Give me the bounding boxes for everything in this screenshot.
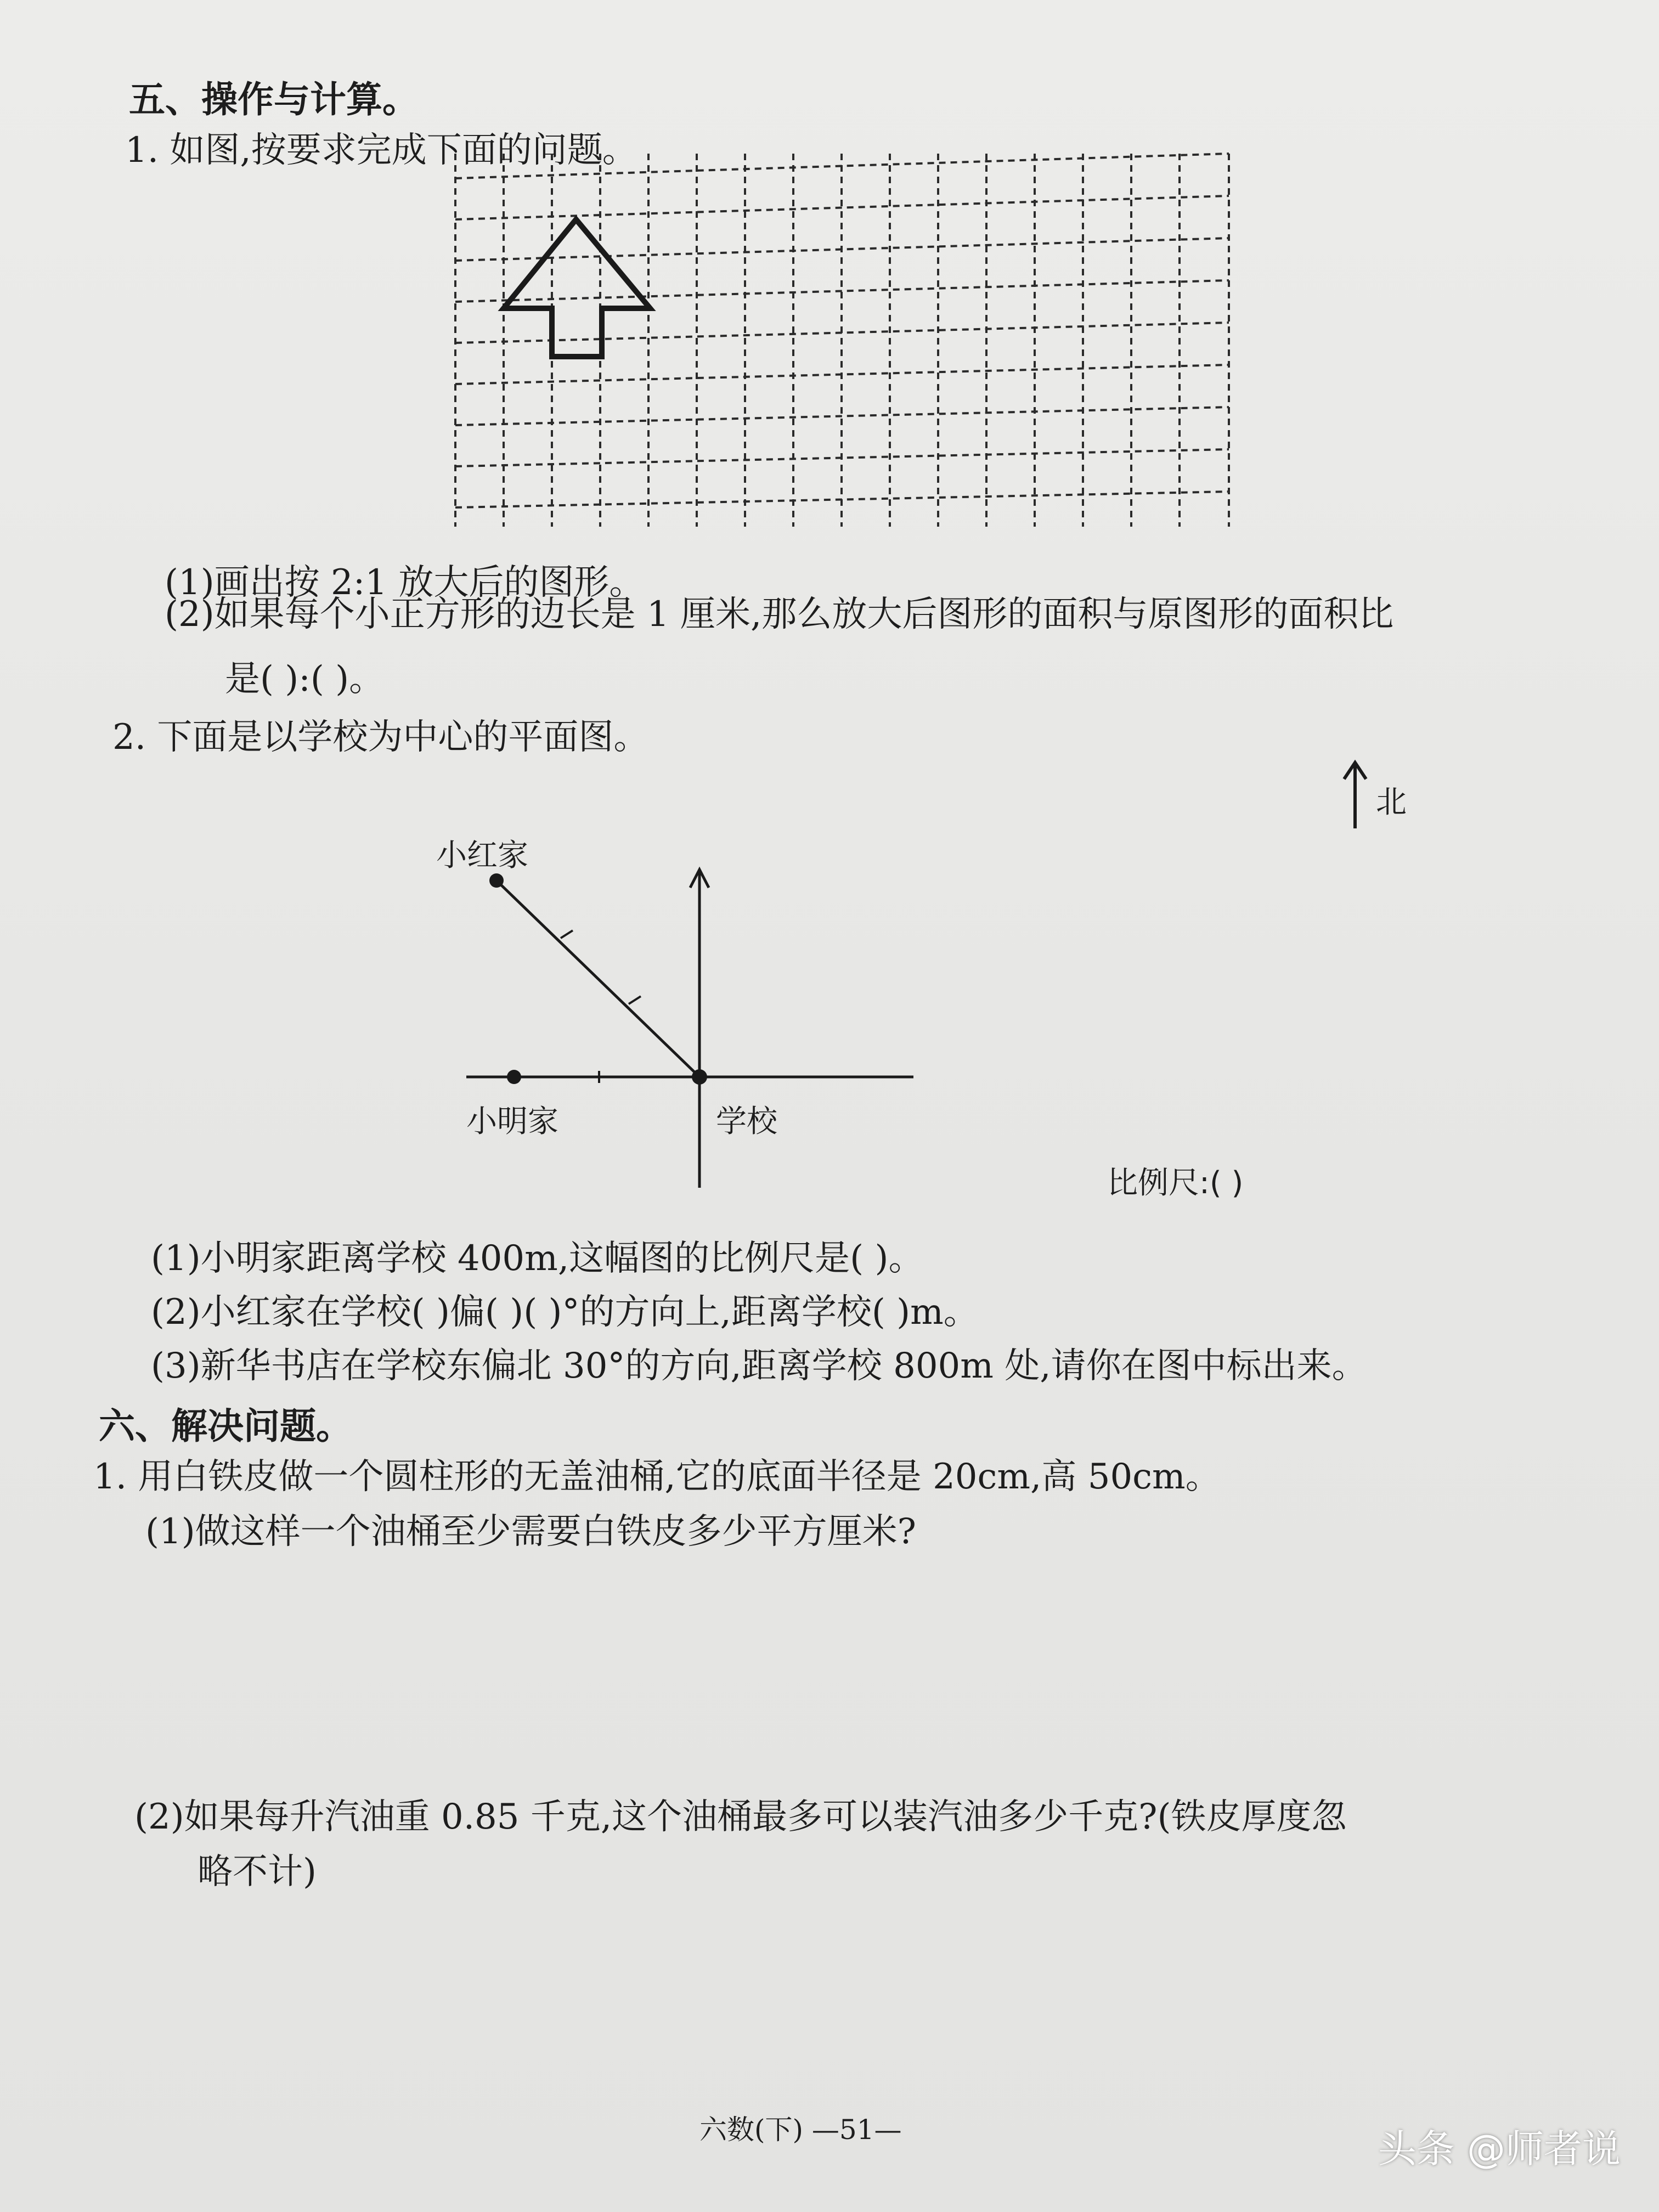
- scale-blank: 比例尺:( ): [1107, 1165, 1244, 1201]
- label-xiaohong-home: 小红家: [436, 838, 528, 873]
- xiaohong-point: [489, 873, 504, 888]
- problem-1-sub2-cont: 略不计): [198, 1852, 317, 1892]
- vertical-axis: [690, 870, 709, 1188]
- xiaoming-point: [507, 1070, 521, 1084]
- question-2-sub2: (2)小红家在学校( )偏( )( )°的方向上,距离学校( )m。: [151, 1292, 979, 1333]
- question-2-sub3: (3)新华书店在学校东偏北 30°的方向,距离学校 800m 处,请你在图中标出来。: [151, 1346, 1367, 1386]
- problem-1-sub1: (1)做这样一个油桶至少需要白铁皮多少平方厘米?: [145, 1511, 916, 1552]
- label-xiaoming-home: 小明家: [466, 1104, 558, 1139]
- question-1-sub2-answer: 是( ):( )。: [225, 659, 385, 699]
- tick-mark: [561, 930, 573, 938]
- question-2-sub1: (1)小明家距离学校 400m,这幅图的比例尺是( )。: [151, 1238, 924, 1279]
- watermark: 头条 @师者说: [1378, 2126, 1621, 2171]
- problem-1-sub2: (2)如果每升汽油重 0.85 千克,这个油桶最多可以装汽油多少千克?(铁皮厚度忽: [134, 1797, 1347, 1837]
- north-arrow-icon: [1344, 763, 1366, 828]
- label-school: 学校: [716, 1104, 777, 1139]
- tick-mark: [629, 996, 641, 1004]
- section-title-5: 五、操作与计算。: [129, 78, 419, 121]
- question-1-sub2: (2)如果每个小正方形的边长是 1 厘米,那么放大后图形的面积与原图形的面积比: [165, 594, 1394, 635]
- page-number: 六数(下) —51—: [699, 2114, 902, 2146]
- question-1-sub1: (1)画出按 2:1 放大后的图形。: [165, 562, 645, 603]
- xiaohong-line: [496, 881, 699, 1077]
- north-label: 北: [1376, 785, 1407, 820]
- question-1-stem: 1. 如图,按要求完成下面的问题。: [125, 130, 637, 171]
- question-2-stem: 2. 下面是以学校为中心的平面图。: [112, 717, 649, 758]
- problem-1-stem: 1. 用白铁皮做一个圆柱形的无盖油桶,它的底面半径是 20cm,高 50cm。: [93, 1457, 1221, 1497]
- school-point: [692, 1069, 707, 1085]
- section-title-6: 六、解决问题。: [99, 1405, 352, 1447]
